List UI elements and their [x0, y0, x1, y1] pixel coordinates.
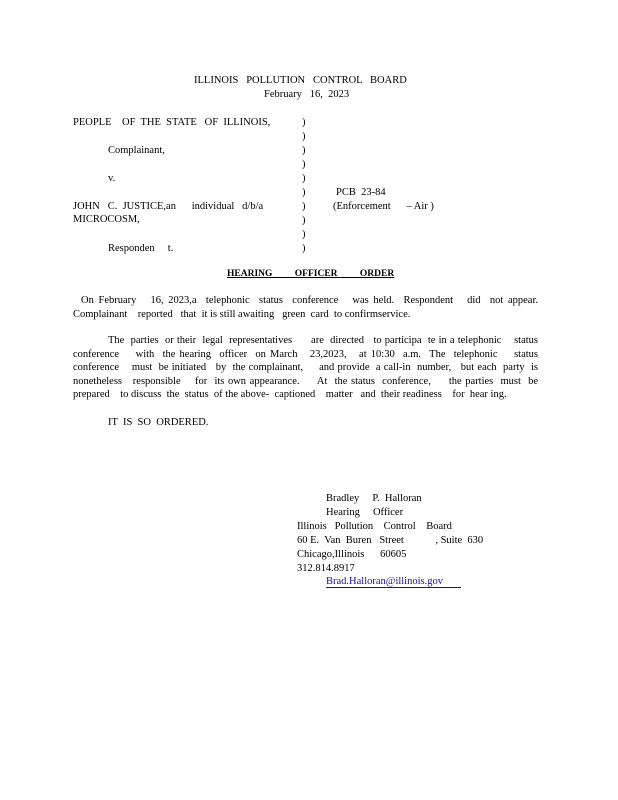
- agency-title: ILLINOIS POLLUTION CONTROL BOARD: [194, 75, 407, 86]
- defendant-business: MICROCOSM,: [73, 214, 140, 225]
- case-number: PCB 23-84: [336, 187, 386, 198]
- signature-email-link[interactable]: Brad.Halloran@illinois.gov: [326, 576, 443, 587]
- signature-org: Illinois Pollution Control Board: [297, 521, 452, 532]
- paragraph-directive: The parties or their legal representatives are directed to participa te in a telephonic status conference with the hearing officer on March 23,2023, at 10:30 a.m. The telephonic status conference must be initiated by the complainant, and provide a call-in number, but each party is nonetheless responsible for its own appearance. At the status conference, the parties must be prepared to discuss the status of the above- captioned matter and their readiness for hear ing.: [73, 335, 541, 400]
- signature-title: Hearing Officer: [326, 507, 404, 518]
- signature-address-street: 60 E. Van Buren Street , Suite 630: [297, 535, 484, 546]
- defendant-name: JOHN C. JUSTICE,an individual d/b/a: [73, 201, 264, 212]
- plaintiff-name: PEOPLE OF THE STATE OF ILLINOIS,: [73, 117, 271, 128]
- paragraph-status: On February 16, 2023,a telephonic status conference was held. Respondent did not appear. Complainant reported that it is still awaiting green card to confirmservice.: [73, 295, 546, 320]
- signature-name: Bradley P. Halloran: [326, 493, 422, 504]
- caption-parentheses: ) ) ) ) ) ) ) ) ) ): [302, 117, 306, 254]
- order-date: February 16, 2023: [264, 89, 350, 100]
- closing-statement: IT IS SO ORDERED.: [108, 417, 209, 428]
- order-title: HEARING OFFICER ORDER: [227, 269, 395, 279]
- signature-address-city: Chicago,Illinois 60605: [297, 549, 407, 560]
- respondent-label: Responden t.: [108, 243, 174, 254]
- versus-label: v.: [108, 173, 116, 184]
- complainant-label: Complainant,: [108, 145, 165, 156]
- email-underline: [326, 587, 461, 588]
- signature-phone: 312.814.8917: [297, 563, 355, 574]
- case-type: (Enforcement – Air ): [333, 201, 434, 212]
